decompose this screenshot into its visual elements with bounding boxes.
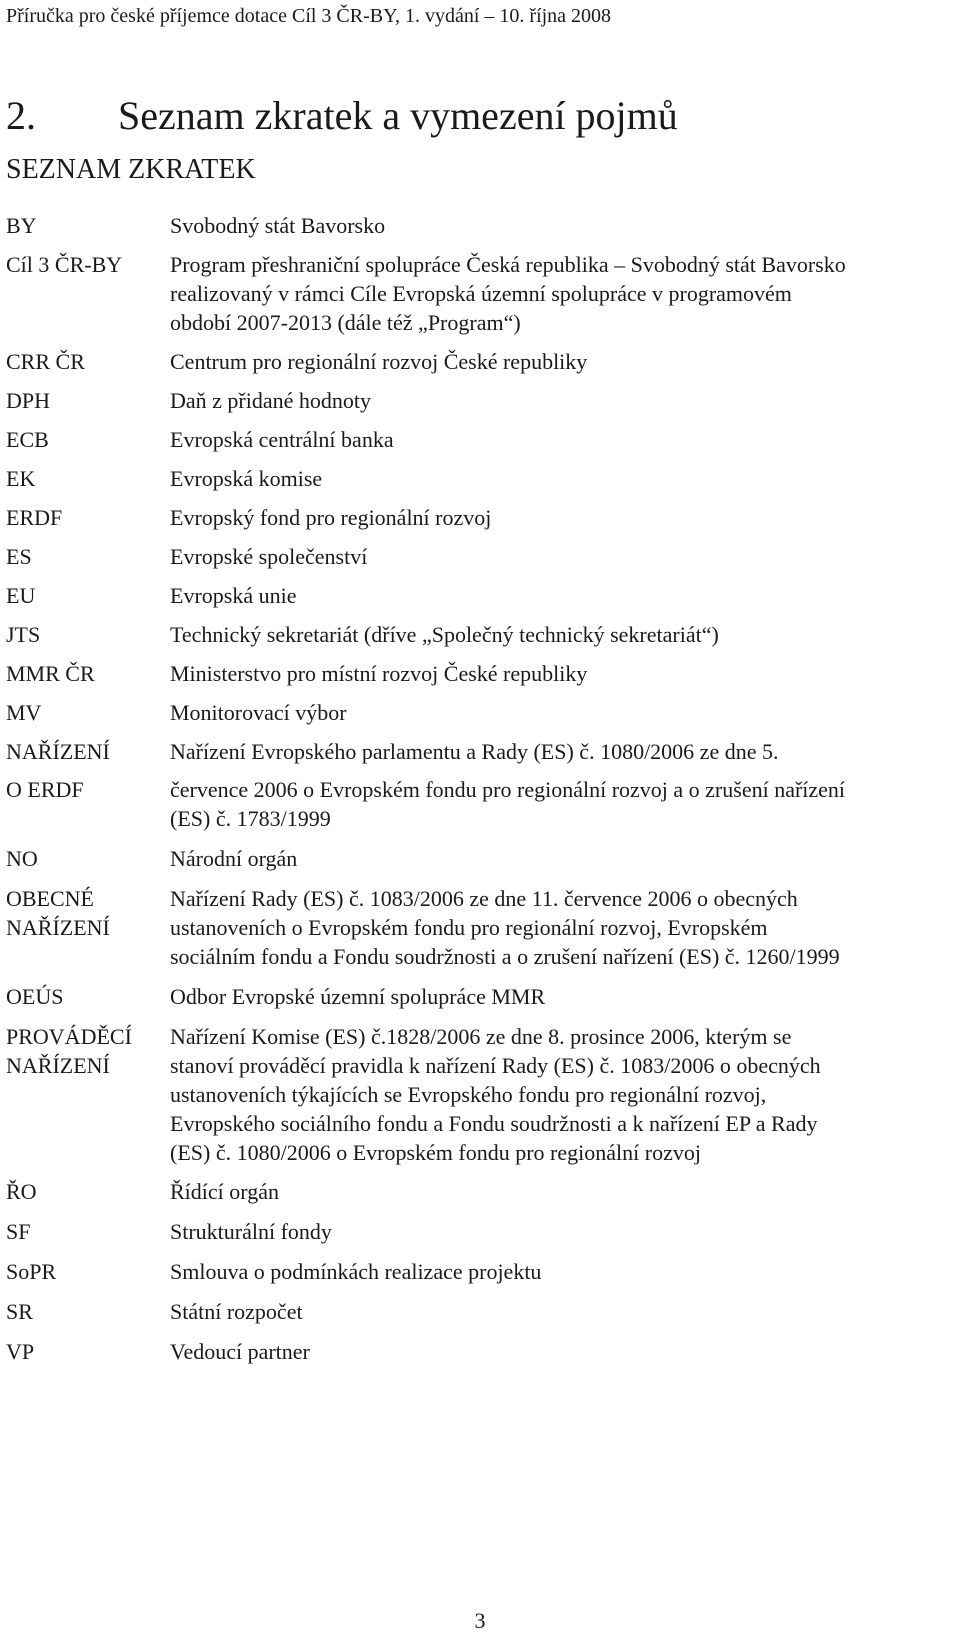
section-heading: SEZNAM ZKRATEK	[6, 154, 256, 185]
abbreviation-term: VP	[6, 1339, 35, 1364]
abbreviation-term: JTS	[6, 622, 41, 647]
abbreviation-row	[6, 347, 956, 376]
abbreviation-row	[6, 503, 956, 532]
abbreviation-row	[6, 581, 956, 610]
abbreviation-term: SF	[6, 1219, 31, 1244]
abbreviation-definition: Svobodný stát Bavorsko	[170, 213, 386, 238]
chapter-title	[6, 92, 678, 140]
abbreviation-row	[6, 620, 956, 649]
abbreviation-term: DPH	[6, 388, 51, 413]
abbreviation-row	[6, 982, 956, 1011]
abbreviation-definition: Nařízení Rady (ES) č. 1083/2006 ze dne 11. července 2006 o obecných ustanoveních o Evropském fondu pro regionální rozvoj, Evropském sociálním fondu a Fondu soudržnosti a o zrušení nařízení (ES) č. 1260/1999	[170, 886, 840, 969]
abbreviation-term: CRR ČR	[6, 349, 85, 374]
abbreviation-row	[6, 698, 956, 727]
page-number: 3	[474, 1608, 486, 1633]
abbreviation-definition: Monitorovací výbor	[170, 700, 347, 725]
abbreviation-row	[6, 386, 956, 415]
abbreviation-row	[6, 775, 956, 833]
abbreviation-definition: Státní rozpočet	[170, 1299, 303, 1324]
abbreviation-term: OBECNÉ NAŘÍZENÍ	[6, 886, 110, 940]
abbreviation-term: MMR ČR	[6, 661, 95, 686]
abbreviation-term: MV	[6, 700, 42, 725]
abbreviation-definition: Program přeshraniční spolupráce Česká republika – Svobodný stát Bavorsko realizovaný v rámci Cíle Evropská územní spolupráce v programovém období 2007-2013 (dále též „Program“)	[170, 252, 846, 335]
abbreviation-term: ERDF	[6, 505, 63, 530]
chapter-number: 2.	[6, 93, 36, 138]
abbreviation-definition: Evropský fond pro regionální rozvoj	[170, 505, 492, 530]
abbreviation-definition: Odbor Evropské územní spolupráce MMR	[170, 984, 546, 1009]
abbreviation-term: EK	[6, 466, 36, 491]
abbreviation-definition: Smlouva o podmínkách realizace projektu	[170, 1259, 542, 1284]
abbreviation-definition: Nařízení Evropského parlamentu a Rady (ES) č. 1080/2006 ze dne 5.	[170, 739, 779, 764]
abbreviation-term: NAŘÍZENÍ	[6, 739, 110, 764]
abbreviation-definition: Evropská unie	[170, 583, 297, 608]
abbreviation-term: ES	[6, 544, 32, 569]
abbreviation-row	[6, 1337, 956, 1366]
abbreviation-row	[6, 1022, 956, 1167]
abbreviation-row	[6, 211, 956, 240]
abbreviation-definition: Nařízení Komise (ES) č.1828/2006 ze dne 8. prosince 2006, kterým se stanoví prováděcí pravidla k nařízení Rady (ES) č. 1083/2006 o obecných ustanoveních týkajících se Evropského fondu pro regionální rozvoj, Evropského sociálního fondu a Fondu soudržnosti a k nařízení EP a Rady (ES) č. 1080/2006 o Evropském fondu pro regionální rozvoj	[170, 1024, 821, 1165]
abbreviation-definition: Evropská centrální banka	[170, 427, 394, 452]
abbreviation-term: O ERDF	[6, 777, 84, 802]
abbreviation-row	[6, 884, 956, 971]
abbreviation-definition: Technický sekretariát (dříve „Společný technický sekretariát“)	[170, 622, 719, 647]
abbreviation-row	[6, 425, 956, 454]
abbreviation-row	[6, 1257, 956, 1286]
abbreviation-row	[6, 659, 956, 688]
abbreviation-definition: Centrum pro regionální rozvoj České republiky	[170, 349, 588, 374]
abbreviation-row	[6, 1297, 956, 1326]
abbreviation-term: ŘO	[6, 1179, 37, 1204]
abbreviation-term: OEÚS	[6, 984, 64, 1009]
abbreviation-term: EU	[6, 583, 36, 608]
abbreviation-term: PROVÁDĚCÍ NAŘÍZENÍ	[6, 1024, 132, 1078]
abbreviation-row	[6, 1177, 956, 1206]
abbreviation-definition: Ministerstvo pro místní rozvoj České republiky	[170, 661, 588, 686]
abbreviation-list	[6, 211, 956, 1366]
chapter-title-text: Seznam zkratek a vymezení pojmů	[118, 93, 678, 138]
abbreviation-row	[6, 1217, 956, 1246]
abbreviation-definition: Evropská komise	[170, 466, 323, 491]
abbreviation-row	[6, 250, 956, 337]
abbreviation-definition: Řídící orgán	[170, 1179, 279, 1204]
abbreviation-term: SoPR	[6, 1259, 57, 1284]
abbreviation-row	[6, 542, 956, 571]
abbreviation-row	[6, 737, 956, 766]
abbreviation-definition: Strukturální fondy	[170, 1219, 332, 1244]
abbreviation-term: BY	[6, 213, 37, 238]
abbreviation-definition: Vedoucí partner	[170, 1339, 310, 1364]
abbreviation-definition: července 2006 o Evropském fondu pro regionální rozvoj a o zrušení nařízení (ES) č. 1783/1999	[170, 777, 846, 831]
abbreviation-definition: Národní orgán	[170, 846, 298, 871]
abbreviation-row	[6, 464, 956, 493]
abbreviation-row	[6, 844, 956, 873]
abbreviation-definition: Evropské společenství	[170, 544, 368, 569]
abbreviation-term: ECB	[6, 427, 49, 452]
abbreviation-term: SR	[6, 1299, 33, 1324]
abbreviation-term: NO	[6, 846, 38, 871]
abbreviation-definition: Daň z přidané hodnoty	[170, 388, 371, 413]
running-header: Příručka pro české příjemce dotace Cíl 3 ČR-BY, 1. vydání – 10. října 2008	[6, 5, 612, 27]
abbreviation-term: Cíl 3 ČR-BY	[6, 252, 123, 277]
